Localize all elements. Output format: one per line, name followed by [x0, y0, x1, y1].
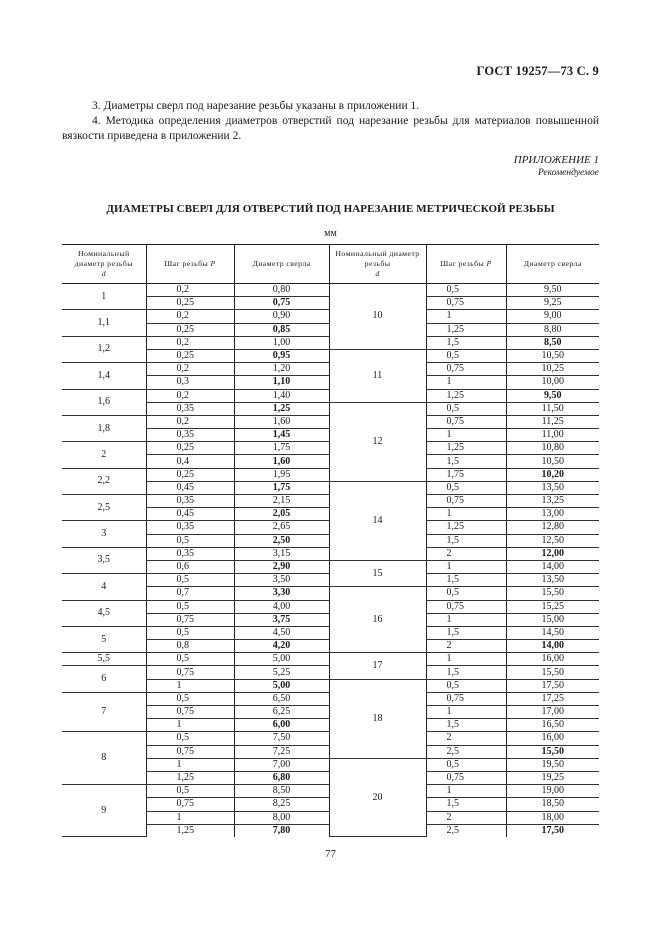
pitch-cell: 1 — [426, 785, 506, 798]
drill-diameter-cell: 4,20 — [234, 640, 329, 653]
pitch-cell: 1 — [426, 508, 506, 521]
pitch-cell: 0,75 — [146, 706, 234, 719]
drill-diameter-cell: 2,90 — [234, 560, 329, 573]
pitch-cell: 0,25 — [146, 297, 234, 310]
pitch-cell: 2,5 — [426, 824, 506, 837]
nominal-diameter-cell: 4,5 — [62, 600, 146, 626]
drill-diameter-cell: 10,25 — [506, 363, 599, 376]
pitch-cell: 0,45 — [146, 481, 234, 494]
pitch-cell: 1 — [426, 706, 506, 719]
pitch-cell: 1 — [426, 613, 506, 626]
nominal-diameter-cell: 7 — [62, 692, 146, 732]
pitch-cell: 0,35 — [146, 495, 234, 508]
document-header: ГОСТ 19257—73 С. 9 — [476, 64, 599, 78]
pitch-cell: 0,25 — [146, 442, 234, 455]
pitch-cell: 0,75 — [426, 415, 506, 428]
drill-diameter-cell: 7,50 — [234, 732, 329, 745]
nominal-diameter-cell: 1,4 — [62, 363, 146, 389]
pitch-cell: 0,5 — [146, 785, 234, 798]
nominal-diameter-cell: 16 — [329, 587, 426, 653]
pitch-cell: 0,8 — [146, 640, 234, 653]
drill-diameter-cell: 17,50 — [506, 824, 599, 837]
drill-diameter-cell: 1,75 — [234, 481, 329, 494]
drill-diameter-cell: 2,15 — [234, 495, 329, 508]
drill-diameter-cell: 6,50 — [234, 692, 329, 705]
drill-diameter-cell: 1,10 — [234, 376, 329, 389]
drill-diameter-cell: 15,50 — [506, 745, 599, 758]
pitch-cell: 1,5 — [426, 719, 506, 732]
pitch-cell: 0,2 — [146, 363, 234, 376]
drill-diameter-cell: 15,50 — [506, 666, 599, 679]
pitch-cell: 0,5 — [146, 653, 234, 666]
drill-diameter-cell: 17,25 — [506, 692, 599, 705]
pitch-cell: 0,5 — [146, 692, 234, 705]
drill-diameter-cell: 16,00 — [506, 732, 599, 745]
drill-diameter-cell: 13,50 — [506, 481, 599, 494]
pitch-cell: 0,25 — [146, 468, 234, 481]
drill-diameter-cell: 1,75 — [234, 442, 329, 455]
nominal-diameter-cell: 5 — [62, 626, 146, 652]
nominal-diameter-cell: 1,1 — [62, 310, 146, 336]
pitch-cell: 1,75 — [426, 468, 506, 481]
drill-diameter-cell: 14,50 — [506, 626, 599, 639]
drill-diameter-cell: 2,65 — [234, 521, 329, 534]
pitch-cell: 2 — [426, 811, 506, 824]
drill-diameter-cell: 7,25 — [234, 745, 329, 758]
pitch-cell: 0,75 — [426, 363, 506, 376]
drill-diameter-cell: 11,00 — [506, 429, 599, 442]
pitch-cell: 1,25 — [426, 389, 506, 402]
pitch-cell: 0,5 — [426, 402, 506, 415]
header-pitch-right: Шаг резьбы P — [426, 245, 506, 284]
drill-diameter-cell: 12,80 — [506, 521, 599, 534]
drill-diameter-cell: 1,25 — [234, 402, 329, 415]
drill-diameter-cell: 18,50 — [506, 798, 599, 811]
pitch-cell: 0,3 — [146, 376, 234, 389]
pitch-cell: 2 — [426, 547, 506, 560]
nominal-diameter-cell: 1,8 — [62, 415, 146, 441]
drill-diameter-cell: 2,50 — [234, 534, 329, 547]
drill-diameter-cell: 17,50 — [506, 679, 599, 692]
pitch-cell: 1,25 — [426, 442, 506, 455]
drill-diameter-cell: 8,80 — [506, 323, 599, 336]
drill-diameter-cell: 0,95 — [234, 349, 329, 362]
drill-diameter-table — [62, 244, 599, 837]
pitch-cell: 1 — [146, 719, 234, 732]
pitch-cell: 1 — [426, 429, 506, 442]
nominal-diameter-cell: 3,5 — [62, 547, 146, 573]
table-row — [62, 284, 599, 297]
drill-diameter-cell: 9,25 — [506, 297, 599, 310]
drill-diameter-cell: 10,50 — [506, 349, 599, 362]
pitch-cell: 0,5 — [146, 600, 234, 613]
pitch-cell: 0,75 — [426, 495, 506, 508]
drill-diameter-cell: 11,25 — [506, 415, 599, 428]
drill-diameter-cell: 1,00 — [234, 336, 329, 349]
header-nominal-left: Номинальный диаметр резьбы d — [62, 245, 146, 284]
drill-diameter-cell: 0,75 — [234, 297, 329, 310]
pitch-cell: 1,25 — [146, 824, 234, 837]
pitch-cell: 0,2 — [146, 389, 234, 402]
table-title: ДИАМЕТРЫ СВЕРЛ ДЛЯ ОТВЕРСТИЙ ПОД НАРЕЗАНИЕ МЕТРИЧЕСКОЙ РЕЗЬБЫ — [106, 203, 555, 215]
drill-diameter-cell: 1,60 — [234, 415, 329, 428]
pitch-cell: 0,5 — [146, 534, 234, 547]
drill-diameter-cell: 0,80 — [234, 284, 329, 297]
pitch-cell: 0,5 — [426, 587, 506, 600]
nominal-diameter-cell: 9 — [62, 785, 146, 837]
nominal-diameter-cell: 5,5 — [62, 653, 146, 666]
drill-diameter-cell: 0,85 — [234, 323, 329, 336]
pitch-cell: 1,25 — [426, 521, 506, 534]
drill-diameter-cell: 1,20 — [234, 363, 329, 376]
pitch-cell: 0,35 — [146, 402, 234, 415]
pitch-cell: 0,2 — [146, 310, 234, 323]
drill-diameter-cell: 1,40 — [234, 389, 329, 402]
drill-diameter-cell: 19,50 — [506, 758, 599, 771]
nominal-diameter-cell: 18 — [329, 679, 426, 758]
drill-diameter-cell: 10,20 — [506, 468, 599, 481]
pitch-cell: 0,75 — [426, 692, 506, 705]
unit-label: мм — [324, 228, 337, 239]
nominal-diameter-cell: 2 — [62, 442, 146, 468]
nominal-diameter-cell: 2,2 — [62, 468, 146, 494]
pitch-cell: 0,2 — [146, 415, 234, 428]
pitch-cell: 0,5 — [426, 481, 506, 494]
drill-diameter-cell: 19,25 — [506, 771, 599, 784]
nominal-diameter-cell: 2,5 — [62, 495, 146, 521]
drill-diameter-cell: 4,00 — [234, 600, 329, 613]
drill-diameter-cell: 5,25 — [234, 666, 329, 679]
header-drill-right: Диаметр сверла — [506, 245, 599, 284]
appendix-title: ПРИЛОЖЕНИЕ 1 — [513, 154, 599, 166]
pitch-cell: 1,5 — [426, 666, 506, 679]
pitch-cell: 0,75 — [146, 745, 234, 758]
pitch-cell: 0,35 — [146, 547, 234, 560]
pitch-cell: 0,6 — [146, 560, 234, 573]
header-pitch-left: Шаг резьбы P — [146, 245, 234, 284]
drill-diameter-cell: 3,75 — [234, 613, 329, 626]
paragraph-4: 4. Методика определения диаметров отверстий под нарезание резьбы для материалов повышенной вязкости приведена в приложении 2. — [62, 115, 599, 142]
drill-diameter-cell: 7,00 — [234, 758, 329, 771]
drill-diameter-cell: 9,50 — [506, 284, 599, 297]
drill-diameter-cell: 5,00 — [234, 653, 329, 666]
drill-diameter-cell: 14,00 — [506, 560, 599, 573]
drill-diameter-cell: 1,60 — [234, 455, 329, 468]
pitch-cell: 0,75 — [426, 600, 506, 613]
pitch-cell: 0,35 — [146, 521, 234, 534]
appendix-subtitle: Рекомендуемое — [537, 168, 599, 178]
pitch-cell: 2,5 — [426, 745, 506, 758]
appendix-label — [514, 154, 599, 180]
pitch-cell: 1 — [426, 376, 506, 389]
pitch-cell: 1 — [146, 758, 234, 771]
pitch-cell: 1,25 — [426, 323, 506, 336]
drill-diameter-cell: 8,25 — [234, 798, 329, 811]
drill-diameter-cell: 0,90 — [234, 310, 329, 323]
table-row — [62, 653, 599, 666]
drill-diameter-cell: 15,00 — [506, 613, 599, 626]
drill-diameter-cell: 9,50 — [506, 389, 599, 402]
drill-diameter-cell: 12,00 — [506, 547, 599, 560]
nominal-diameter-cell: 17 — [329, 653, 426, 679]
drill-diameter-cell: 1,45 — [234, 429, 329, 442]
drill-diameter-cell: 3,50 — [234, 574, 329, 587]
nominal-diameter-cell: 1 — [62, 284, 146, 310]
page-number: 77 — [325, 848, 336, 860]
pitch-cell: 1,5 — [426, 534, 506, 547]
nominal-diameter-cell: 1,6 — [62, 389, 146, 415]
drill-diameter-cell: 8,00 — [234, 811, 329, 824]
nominal-diameter-cell: 4 — [62, 574, 146, 600]
drill-diameter-cell: 6,25 — [234, 706, 329, 719]
drill-diameter-cell: 19,00 — [506, 785, 599, 798]
nominal-diameter-cell: 1,2 — [62, 336, 146, 362]
pitch-cell: 1 — [426, 560, 506, 573]
drill-diameter-cell: 13,50 — [506, 574, 599, 587]
drill-diameter-cell: 6,00 — [234, 719, 329, 732]
paragraph-3: 3. Диаметры сверл под нарезание резьбы указаны в приложении 1. — [92, 100, 420, 112]
nominal-diameter-cell: 6 — [62, 666, 146, 692]
drill-diameter-cell: 18,00 — [506, 811, 599, 824]
drill-diameter-cell: 2,05 — [234, 508, 329, 521]
drill-diameter-cell: 10,80 — [506, 442, 599, 455]
drill-diameter-cell: 10,00 — [506, 376, 599, 389]
pitch-cell: 0,35 — [146, 429, 234, 442]
pitch-cell: 0,5 — [146, 574, 234, 587]
drill-diameter-cell: 7,80 — [234, 824, 329, 837]
header-drill-left: Диаметр сверла — [234, 245, 329, 284]
pitch-cell: 1,5 — [426, 798, 506, 811]
pitch-cell: 1,5 — [426, 336, 506, 349]
pitch-cell: 0,5 — [426, 284, 506, 297]
drill-diameter-cell: 8,50 — [234, 785, 329, 798]
drill-diameter-cell: 4,50 — [234, 626, 329, 639]
drill-diameter-cell: 15,25 — [506, 600, 599, 613]
pitch-cell: 1,25 — [146, 771, 234, 784]
pitch-cell: 2 — [426, 640, 506, 653]
pitch-cell: 0,5 — [426, 758, 506, 771]
pitch-cell: 0,4 — [146, 455, 234, 468]
pitch-cell: 0,75 — [146, 798, 234, 811]
pitch-cell: 1 — [426, 653, 506, 666]
drill-diameter-cell: 14,00 — [506, 640, 599, 653]
nominal-diameter-cell: 20 — [329, 758, 426, 837]
drill-diameter-cell: 9,00 — [506, 310, 599, 323]
pitch-cell: 0,25 — [146, 349, 234, 362]
drill-diameter-cell: 8,50 — [506, 336, 599, 349]
pitch-cell: 1,5 — [426, 574, 506, 587]
drill-diameter-cell: 3,15 — [234, 547, 329, 560]
pitch-cell: 1 — [146, 811, 234, 824]
pitch-cell: 0,5 — [426, 349, 506, 362]
pitch-cell: 0,5 — [146, 732, 234, 745]
pitch-cell: 0,45 — [146, 508, 234, 521]
pitch-cell: 0,75 — [146, 666, 234, 679]
nominal-diameter-cell: 11 — [329, 349, 426, 402]
pitch-cell: 0,25 — [146, 323, 234, 336]
header-nominal-right: Номинальный диаметр резьбы d — [329, 245, 426, 284]
pitch-cell: 1 — [146, 679, 234, 692]
pitch-cell: 0,75 — [146, 613, 234, 626]
drill-diameter-cell: 11,50 — [506, 402, 599, 415]
pitch-cell: 0,75 — [426, 771, 506, 784]
nominal-diameter-cell: 15 — [329, 560, 426, 586]
drill-diameter-cell: 16,00 — [506, 653, 599, 666]
drill-diameter-cell: 13,25 — [506, 495, 599, 508]
drill-diameter-cell: 5,00 — [234, 679, 329, 692]
pitch-cell: 2 — [426, 732, 506, 745]
table-header-row — [62, 245, 599, 284]
drill-diameter-cell: 1,95 — [234, 468, 329, 481]
pitch-cell: 0,75 — [426, 297, 506, 310]
nominal-diameter-cell: 8 — [62, 732, 146, 785]
pitch-cell: 0,2 — [146, 336, 234, 349]
drill-diameter-cell: 12,50 — [506, 534, 599, 547]
drill-diameter-cell: 15,50 — [506, 587, 599, 600]
pitch-cell: 0,7 — [146, 587, 234, 600]
nominal-diameter-cell: 3 — [62, 521, 146, 547]
pitch-cell: 0,5 — [146, 626, 234, 639]
drill-diameter-cell: 17,00 — [506, 706, 599, 719]
nominal-diameter-cell: 10 — [329, 284, 426, 350]
drill-diameter-cell: 13,00 — [506, 508, 599, 521]
pitch-cell: 0,2 — [146, 284, 234, 297]
drill-diameter-cell: 3,30 — [234, 587, 329, 600]
drill-diameter-cell: 6,80 — [234, 771, 329, 784]
drill-diameter-cell: 16,50 — [506, 719, 599, 732]
pitch-cell: 1,5 — [426, 626, 506, 639]
drill-diameter-cell: 10,50 — [506, 455, 599, 468]
pitch-cell: 1,5 — [426, 455, 506, 468]
nominal-diameter-cell: 14 — [329, 481, 426, 560]
nominal-diameter-cell: 12 — [329, 402, 426, 481]
pitch-cell: 0,5 — [426, 679, 506, 692]
pitch-cell: 1 — [426, 310, 506, 323]
